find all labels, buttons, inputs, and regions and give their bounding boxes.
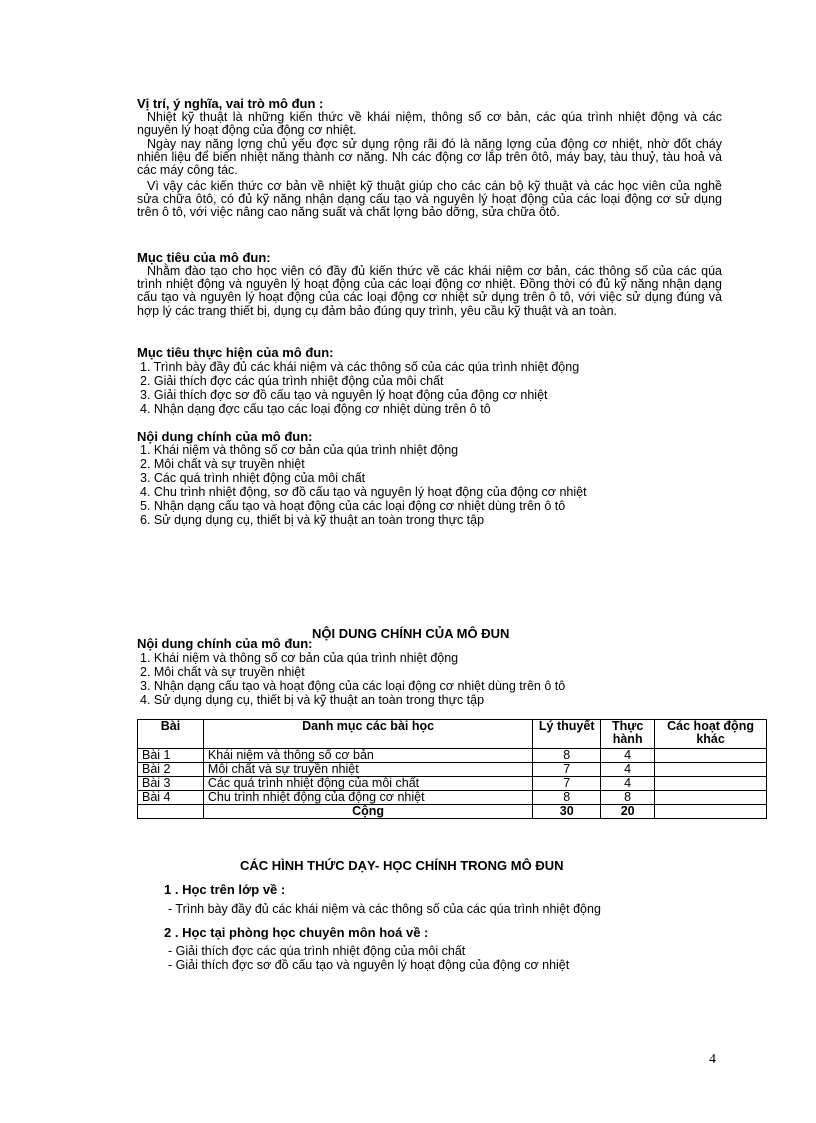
list-item: 1. Khái niệm và thông số cơ bản của qúa trình nhiệt động — [140, 443, 459, 457]
table-total-theory: 30 — [533, 805, 601, 819]
table-cell: 7 — [533, 763, 601, 777]
list-item: 4. Nhận dạng đợc cấu tạo các loại động cơ nhiệt dùng trên ô tô — [140, 402, 491, 416]
table-cell — [655, 763, 767, 777]
table-total-row — [138, 805, 767, 819]
table-cell: 8 — [601, 791, 655, 805]
table-row — [138, 777, 767, 791]
paragraph: Vì vậy các kiến thức cơ bản về nhiệt kỹ thuật giúp cho các cán bộ kỹ thuật và các học viên của nghề sửa chữa ôtô, có đủ kỹ năng nhận dạng cấu tạo và nguyên lý hoạt động của các loại động cơ sử dụng trên ô tô, với việc nâng cao năng suất và chất lợng bảo dỡng, sửa chữa ôtô. — [137, 179, 722, 220]
table-header-cell: Các hoạt động khác — [655, 720, 767, 749]
paragraph: Nhằm đào tạo cho học viên có đầy đủ kiến thức về các khái niệm cơ bản, các thông số của các qúa trình nhiệt động và nguyên lý hoạt động của các loại động cơ nhiệt. Đồng thời có đủ kỹ năng nhận dạng cấu tạo và nguyên lý hoạt động của các loại động cơ nhiệt sử dụng trên ô tô, với việc sử dụng đúng và hợp lý các trang thiết bị, dụng cụ đảm bảo đúng quy trình, yêu cầu kỹ thuật và an toàn. — [137, 264, 722, 318]
table-cell — [655, 777, 767, 791]
list-item: 2. Môi chất và sự truyền nhiệt — [140, 457, 305, 471]
table-cell: Bài 1 — [138, 749, 204, 763]
list-item: 2. Giải thích đợc các qúa trình nhiệt động của môi chất — [140, 374, 444, 388]
list-item: - Trình bày đầy đủ các khái niệm và các thông số của các qúa trình nhiệt động — [168, 902, 601, 916]
table-row — [138, 763, 767, 777]
table-cell: 8 — [533, 791, 601, 805]
table-cell: Khái niệm và thông số cơ bản — [203, 749, 532, 763]
table-cell: 4 — [601, 749, 655, 763]
section-heading-performance: Mục tiêu thực hiện của mô đun: — [137, 345, 334, 360]
list-item: 5. Nhận dạng cấu tạo và hoạt động của các loại động cơ nhiệt dùng trên ô tô — [140, 499, 566, 513]
list-item: 1. Khái niệm và thông số cơ bản của qúa trình nhiệt động — [140, 651, 459, 665]
table-cell: Bài 2 — [138, 763, 204, 777]
list-item: 2. Môi chất và sự truyền nhiệt — [140, 665, 305, 679]
table-cell: 8 — [533, 749, 601, 763]
table-cell: 4 — [601, 777, 655, 791]
list-item: 3. Các quá trình nhiệt động của môi chất — [140, 471, 366, 485]
table-cell — [655, 749, 767, 763]
table-row — [138, 749, 767, 763]
list-item: 4. Sử dụng dụng cụ, thiết bị và kỹ thuật an toàn trong thực tập — [140, 693, 485, 707]
subheading: 2 . Học tại phòng học chuyên môn hoá về : — [164, 925, 429, 940]
table-total-practice: 20 — [601, 805, 655, 819]
lessons-table — [137, 719, 767, 819]
page-number: 4 — [709, 1052, 716, 1067]
table-row — [138, 791, 767, 805]
list-item: 4. Chu trình nhiệt động, sơ đồ cấu tạo và nguyên lý hoạt động của động cơ nhiệt — [140, 485, 587, 499]
table-total-label: Cộng — [203, 805, 532, 819]
table-header-row — [138, 720, 767, 749]
table-header-cell: Lý thuyết — [533, 720, 601, 749]
table-cell: Bài 4 — [138, 791, 204, 805]
table-header-cell: Danh mục các bài học — [203, 720, 532, 749]
table-cell: Chu trình nhiệt động của động cơ nhiệt — [203, 791, 532, 805]
subheading: 1 . Học trên lớp về : — [164, 882, 286, 897]
table-cell: Môi chất và sự truyền nhiệt — [203, 763, 532, 777]
table-cell — [655, 791, 767, 805]
section-heading-position: Vị trí, ý nghĩa, vai trò mô đun : — [137, 96, 324, 111]
table-cell: Các quá trình nhiệt động của môi chất — [203, 777, 532, 791]
table-header-cell: Thực hành — [601, 720, 655, 749]
paragraph: Nhiệt kỹ thuật là những kiến thức về khái niệm, thông số cơ bản, các qúa trình nhiệt động và các nguyên lý hoạt động của động cơ nhiệt. — [137, 110, 722, 138]
list-item: 6. Sử dụng dụng cụ, thiết bị và kỹ thuật an toàn trong thực tập — [140, 513, 485, 527]
list-item: 3. Giải thích đợc sơ đồ cấu tạo và nguyên lý hoạt động của động cơ nhiệt — [140, 388, 548, 402]
table-cell — [655, 805, 767, 819]
section-title-teaching: CÁC HÌNH THỨC DẠY- HỌC CHÍNH TRONG MÔ ĐUN — [240, 858, 564, 873]
table-header-cell: Bài — [138, 720, 204, 749]
list-item: - Giải thích đợc sơ đồ cấu tạo và nguyên lý hoạt động của động cơ nhiệt — [168, 958, 570, 972]
list-item: - Giải thích đợc các qúa trình nhiệt động của môi chất — [168, 944, 466, 958]
paragraph: Ngày nay năng lợng chủ yếu đợc sử dụng rộng rãi đó là năng lợng của động cơ nhiệt, nhờ đốt cháy nhiên liệu để biến nhiệt năng thành cơ năng. Nh các động cơ lắp trên ôtô, máy bay, tàu thuỷ, tàu hoả và các máy công tác. — [137, 137, 722, 178]
table-cell: 7 — [533, 777, 601, 791]
table-cell — [138, 805, 204, 819]
list-item: 3. Nhận dạng cấu tạo và hoạt động của các loại động cơ nhiệt dùng trên ô tô — [140, 679, 566, 693]
section-heading-content-2: Nội dung chính của mô đun: — [137, 636, 313, 651]
list-item: 1. Trình bày đầy đủ các khái niệm và các thông số của các qúa trình nhiệt động — [140, 360, 580, 374]
section-heading-objectives: Mục tiêu của mô đun: — [137, 250, 271, 265]
section-title: NỘI DUNG CHÍNH CỦA MÔ ĐUN — [312, 626, 510, 641]
table-cell: Bài 3 — [138, 777, 204, 791]
section-heading-content: Nội dung chính của mô đun: — [137, 429, 313, 444]
table-cell: 4 — [601, 763, 655, 777]
